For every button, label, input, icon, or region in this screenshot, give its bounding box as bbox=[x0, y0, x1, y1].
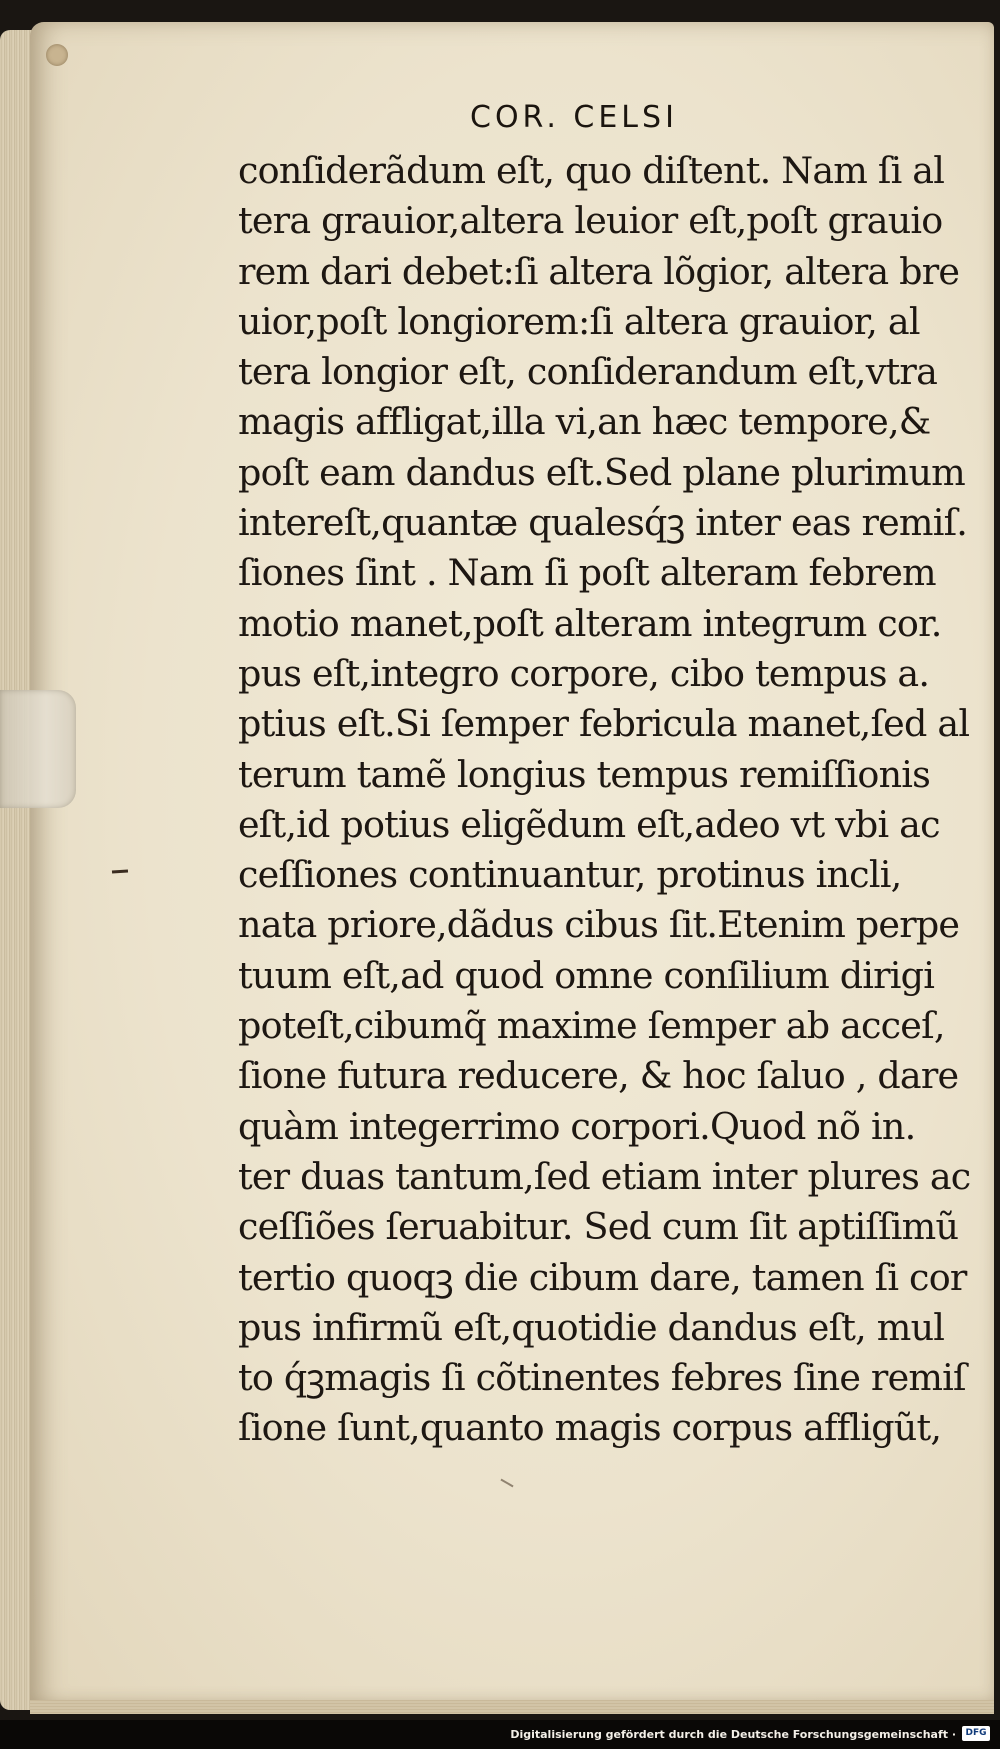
book-bottom-edge bbox=[30, 1700, 994, 1714]
text-line: tertio quoqꝫ die cibum dare, tamen ſi cor bbox=[238, 1255, 967, 1299]
text-line: ter duas tantum,ſed etiam inter plures ac bbox=[238, 1154, 971, 1198]
text-line: poſt eam dandus eſt.Sed plane plurimum bbox=[238, 450, 965, 494]
text-line: motio manet,poſt alteram integrum cor. bbox=[238, 601, 942, 645]
text-line: conſiderãdum eſt, quo diſtent. Nam ſi al bbox=[238, 149, 945, 192]
dfg-logo: DFG bbox=[962, 1726, 990, 1741]
text-line: pus infirmũ eſt,quotidie dandus eſt, mul bbox=[238, 1305, 945, 1349]
text-line: pus eſt,integro corpore, cibo tempus a. bbox=[238, 651, 930, 695]
text-line: ſiones ſint . Nam ſi poſt alteram febrem bbox=[238, 551, 936, 595]
text-line: uior,poſt longiorem:ſi altera grauior, al bbox=[238, 299, 920, 343]
text-line: intereſt,quantæ qualesq́ꝫ inter eas remiſ. bbox=[238, 501, 968, 545]
text-line: to q́ꝫmagis ſi cõtinentes febres ſine remiſ bbox=[238, 1356, 966, 1400]
text-line: rem dari debet:ſi altera lõgior, altera bre bbox=[238, 249, 960, 293]
text-line: magis affligat,illa vi,an hæc tempore,& bbox=[238, 400, 931, 444]
text-line: tera grauior,altera leuior eſt,poſt grauio bbox=[238, 199, 943, 243]
digitization-footer bbox=[0, 1720, 1000, 1749]
text-line: tera longior eſt, conſiderandum eſt,vtra bbox=[238, 350, 938, 394]
text-line: quàm integerrimo corpori.Quod nõ in. bbox=[238, 1104, 916, 1148]
text-line: nata priore,dãdus cibus ſit.Etenim perpe bbox=[238, 903, 960, 947]
funding-credit: Digitalisierung gefördert durch die Deutsche Forschungsgemeinschaft · bbox=[510, 1728, 956, 1741]
text-line: ptius eſt.Si ſemper febricula manet,ſed al bbox=[238, 702, 970, 746]
paper-hole bbox=[46, 44, 68, 66]
text-line: ceſſiões ſeruabitur. Sed cum ſit aptiſſimũ bbox=[238, 1205, 959, 1249]
page-body-text bbox=[238, 146, 971, 1454]
text-line: poteſt,cibumq̃ maxime ſemper ab acceſ, bbox=[238, 1004, 945, 1048]
text-line: eſt,id potius eligẽdum eſt,adeo vt vbi ac bbox=[238, 802, 940, 846]
running-head: COR. CELSI bbox=[470, 100, 678, 135]
text-line: tuum eſt,ad quod omne conſilium dirigi bbox=[238, 953, 935, 997]
text-line: ſione ſunt,quanto magis corpus affligũt, bbox=[238, 1406, 942, 1450]
text-line: ſione futura reducere, & hoc ſaluo , dare bbox=[238, 1054, 959, 1098]
text-line: ceſſiones continuantur, protinus incli, bbox=[238, 853, 902, 897]
page-clip bbox=[0, 690, 76, 808]
text-line: terum tamẽ longius tempus remiſſionis bbox=[238, 752, 931, 796]
